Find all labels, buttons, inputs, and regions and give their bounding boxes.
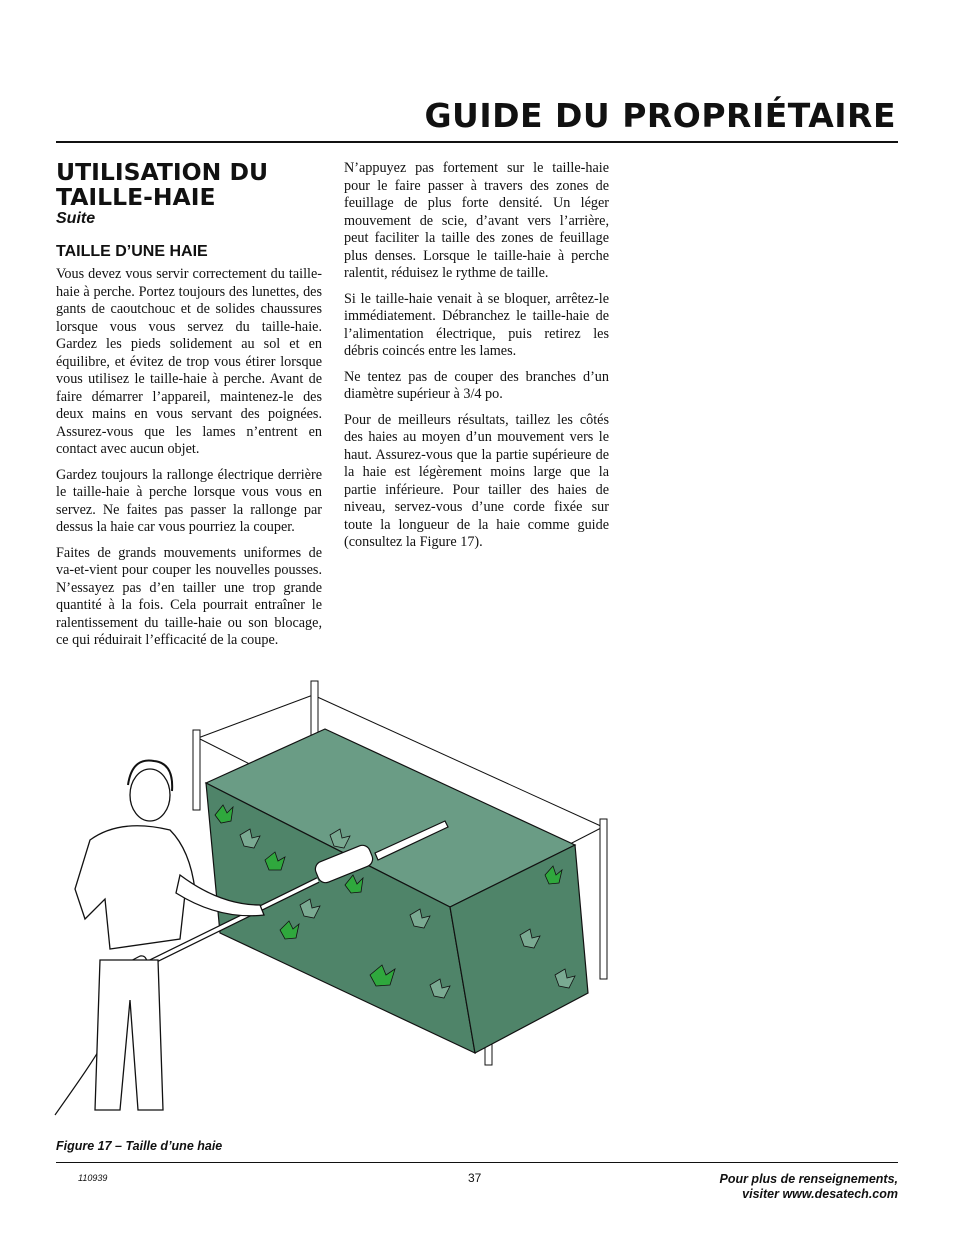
middle-paragraph-3: Ne tentez pas de couper des branches d’un diamètre supérieur à 3/4 po. [344, 368, 609, 402]
page-header-title: GUIDE DU PROPRIÉTAIRE [424, 96, 896, 135]
person-legs [95, 960, 163, 1110]
left-paragraph-2: Gardez toujours la rallonge électrique derrière le taille-haie à perche lorsque vous vous en servez. Ne faites pas passer la rallonge par dessus la haie car vous pourriez la couper. [56, 466, 322, 535]
hedge [206, 729, 588, 1053]
hedge-trimming-illustration [50, 675, 630, 1135]
middle-paragraph-4: Pour de meilleurs résultats, taillez les côtés des haies au moyen d’un mouvement vers le haut. Assurez-vous que la partie supérieure de la haie est légèrement moins large que la partie inférieure. Pour tailler des haies de niveau, servez-vous d’une corde fixée sur toute la longueur de la haie comme guide (consultez la Figure 17). [344, 411, 609, 550]
footer-info-line1: Pour plus de renseignements, [719, 1172, 898, 1186]
left-column [56, 160, 322, 658]
footer-info-line2: visiter www.desatech.com [742, 1187, 898, 1201]
header-rule [56, 141, 898, 143]
document-code: 110939 [78, 1173, 108, 1183]
section-title-line1: UTILISATION DU [56, 158, 269, 186]
left-paragraph-3: Faites de grands mouvements uniformes de va-et-vient pour couper les nouvelles pousses. N’essayez pas d’en tailler une trop grande quantité à la fois. Cela pourrait entraîner le ralentissement du taille-haie ou son blocage, ce qui réduirait l’efficacité de la coupe. [56, 544, 322, 648]
footer-info [719, 1172, 898, 1202]
page-number: 37 [468, 1171, 482, 1185]
section-subtitle: Suite [56, 210, 96, 227]
middle-paragraph-1: N’appuyez pas fortement sur le taille-haie pour le faire passer à travers des zones de feuillage de plus forte densité. Un léger mouvement de scie, d’avant vers l’arrière, peut faciliter la taille des zones de feuillage plus denses. Lorsque le taille-haie à perche ralentit, réduisez le rythme de taille. [344, 160, 609, 281]
section-title [56, 160, 322, 210]
person-head [130, 769, 170, 821]
subheading: TAILLE D’UNE HAIE [56, 243, 208, 260]
footer-rule [56, 1162, 898, 1163]
middle-column [344, 160, 609, 560]
figure-caption: Figure 17 – Taille d’une haie [56, 1139, 223, 1153]
left-paragraph-1: Vous devez vous servir correctement du taille-haie à perche. Portez toujours des lunettes, des gants de caoutchouc et de solides chaussures lorsque vous vous servez du taille-haie. Gardez les pieds solidement au sol et en équilibre, et évitez de trop vous étirer lorsque vous utilisez le taille-haie à perche. Avant de faire démarrer l’appareil, maintenez-le des deux mains en vous servant des poignées. Assurez-vous que les lames n’entrent en contact avec aucun objet. [56, 266, 322, 457]
middle-paragraph-2: Si le taille-haie venait à se bloquer, arrêtez-le immédiatement. Débranchez le taille-haie de l’alimentation électrique, puis retirez les débris coincés entre les lames. [344, 290, 609, 359]
section-title-line2: TAILLE-HAIE [56, 183, 216, 211]
